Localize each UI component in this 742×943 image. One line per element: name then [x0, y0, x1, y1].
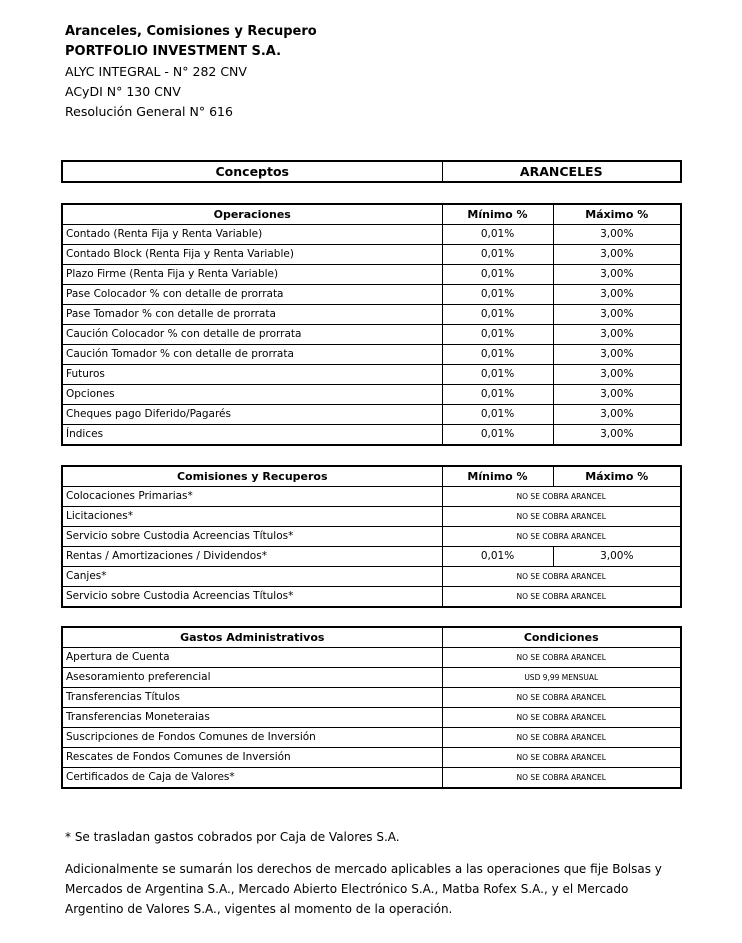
arancel-status: NO SE COBRA ARANCEL — [442, 487, 681, 507]
arancel-status: NO SE COBRA ARANCEL — [442, 567, 681, 587]
operation-label: Pase Colocador % con detalle de prorrata — [62, 285, 442, 305]
table-row — [62, 225, 681, 245]
table-row — [62, 405, 681, 425]
table-row — [62, 365, 681, 385]
gasto-label: Transferencias Títulos — [62, 688, 442, 708]
minimo-value: 0,01% — [442, 385, 553, 405]
aranceles-header: ARANCELES — [442, 161, 681, 182]
operation-label: Índices — [62, 425, 442, 446]
maximo-value: 3,00% — [553, 365, 681, 385]
minimo-value: 0,01% — [442, 305, 553, 325]
table-row — [62, 245, 681, 265]
condiciones-header: Condiciones — [442, 627, 681, 648]
gastos-header-row — [62, 627, 681, 648]
minimo-value: 0,01% — [442, 225, 553, 245]
gastos-header: Gastos Administrativos — [62, 627, 442, 648]
condicion-value: NO SE COBRA ARANCEL — [442, 748, 681, 768]
table-row — [62, 285, 681, 305]
table-row — [62, 385, 681, 405]
minimo-value: 0,01% — [442, 365, 553, 385]
maximo-value: 3,00% — [553, 385, 681, 405]
condicion-value: NO SE COBRA ARANCEL — [442, 708, 681, 728]
operaciones-header: Operaciones — [62, 204, 442, 225]
table-row — [62, 487, 681, 507]
commission-label: Colocaciones Primarias* — [62, 487, 442, 507]
arancel-status: NO SE COBRA ARANCEL — [442, 507, 681, 527]
condicion-value: NO SE COBRA ARANCEL — [442, 648, 681, 668]
gasto-label: Suscripciones de Fondos Comunes de Inversión — [62, 728, 442, 748]
table-row — [62, 425, 681, 446]
table-row — [62, 345, 681, 365]
operaciones-header-row — [62, 204, 681, 225]
company-name: PORTFOLIO INVESTMENT S.A. — [65, 44, 282, 59]
operation-label: Cheques pago Diferido/Pagarés — [62, 405, 442, 425]
gasto-label: Certificados de Caja de Valores* — [62, 768, 442, 789]
table-row — [62, 728, 681, 748]
table-row — [62, 325, 681, 345]
maximo-header: Máximo % — [553, 466, 681, 487]
commission-label: Servicio sobre Custodia Acreencias Títulos* — [62, 587, 442, 608]
minimo-value: 0,01% — [442, 265, 553, 285]
operation-label: Pase Tomador % con detalle de prorrata — [62, 305, 442, 325]
gasto-label: Asesoramiento preferencial — [62, 668, 442, 688]
commission-label: Rentas / Amortizaciones / Dividendos* — [62, 547, 442, 567]
table-row — [62, 265, 681, 285]
table-row — [62, 688, 681, 708]
commission-label: Licitaciones* — [62, 507, 442, 527]
condicion-value: USD 9,99 MENSUAL — [442, 668, 681, 688]
document-title: Aranceles, Comisiones y Recupero — [65, 24, 317, 39]
minimo-value: 0,01% — [442, 325, 553, 345]
arancel-status: NO SE COBRA ARANCEL — [442, 527, 681, 547]
table-row — [62, 547, 681, 567]
condicion-value: NO SE COBRA ARANCEL — [442, 768, 681, 789]
minimo-value: 0,01% — [442, 425, 553, 446]
table-row — [62, 527, 681, 547]
operation-label: Contado (Renta Fija y Renta Variable) — [62, 225, 442, 245]
maximo-value: 3,00% — [553, 425, 681, 446]
maximo-value: 3,00% — [553, 225, 681, 245]
table-row — [62, 305, 681, 325]
table-row — [62, 567, 681, 587]
operation-label: Caución Colocador % con detalle de prorrata — [62, 325, 442, 345]
minimo-value: 0,01% — [442, 245, 553, 265]
minimo-value: 0,01% — [442, 285, 553, 305]
table-row — [62, 507, 681, 527]
operation-label: Caución Tomador % con detalle de prorrata — [62, 345, 442, 365]
operation-label: Futuros — [62, 365, 442, 385]
minimo-header: Mínimo % — [442, 466, 553, 487]
concepts-header-row — [62, 161, 681, 182]
table-row — [62, 587, 681, 608]
condicion-value: NO SE COBRA ARANCEL — [442, 688, 681, 708]
gasto-label: Rescates de Fondos Comunes de Inversión — [62, 748, 442, 768]
minimo-value: 0,01% — [442, 345, 553, 365]
operaciones-table — [61, 203, 682, 446]
arancel-status: NO SE COBRA ARANCEL — [442, 587, 681, 608]
table-row — [62, 708, 681, 728]
condicion-value: NO SE COBRA ARANCEL — [442, 728, 681, 748]
comisiones-header-row — [62, 466, 681, 487]
commission-label: Servicio sobre Custodia Acreencias Títulos* — [62, 527, 442, 547]
maximo-value: 3,00% — [553, 325, 681, 345]
operation-label: Opciones — [62, 385, 442, 405]
table-row — [62, 768, 681, 789]
table-row — [62, 748, 681, 768]
maximo-value: 3,00% — [553, 285, 681, 305]
minimo-value: 0,01% — [442, 547, 553, 567]
registration-line: ACyDI N° 130 CNV — [65, 84, 181, 99]
maximo-value: 3,00% — [553, 245, 681, 265]
market-fees-paragraph: Adicionalmente se sumarán los derechos de mercado aplicables a las operaciones que fije Bolsas y Mercados de Argentina S.A., Mercado Abierto Electrónico S.A., Matba Rofex S.A., y el Mercado Argentino de Valores S.A., vigentes al momento de la operación. — [65, 862, 662, 916]
gasto-label: Apertura de Cuenta — [62, 648, 442, 668]
comisiones-header: Comisiones y Recuperos — [62, 466, 442, 487]
table-row — [62, 668, 681, 688]
concepts-header: Conceptos — [62, 161, 442, 182]
registration-line: ALYC INTEGRAL - N° 282 CNV — [65, 64, 247, 79]
maximo-value: 3,00% — [553, 345, 681, 365]
gasto-label: Transferencias Moneteraias — [62, 708, 442, 728]
document-header — [65, 22, 317, 122]
comisiones-table — [61, 465, 682, 608]
operation-label: Plazo Firme (Renta Fija y Renta Variable) — [62, 265, 442, 285]
concepts-table — [61, 160, 682, 183]
minimo-header: Mínimo % — [442, 204, 553, 225]
table-row — [62, 648, 681, 668]
gastos-table — [61, 626, 682, 789]
maximo-value: 3,00% — [553, 547, 681, 567]
registration-line: Resolución General N° 616 — [65, 104, 233, 119]
maximo-value: 3,00% — [553, 405, 681, 425]
maximo-value: 3,00% — [553, 305, 681, 325]
commission-label: Canjes* — [62, 567, 442, 587]
maximo-header: Máximo % — [553, 204, 681, 225]
operation-label: Contado Block (Renta Fija y Renta Variable) — [62, 245, 442, 265]
minimo-value: 0,01% — [442, 405, 553, 425]
footnote: * Se trasladan gastos cobrados por Caja de Valores S.A. — [65, 830, 400, 844]
maximo-value: 3,00% — [553, 265, 681, 285]
